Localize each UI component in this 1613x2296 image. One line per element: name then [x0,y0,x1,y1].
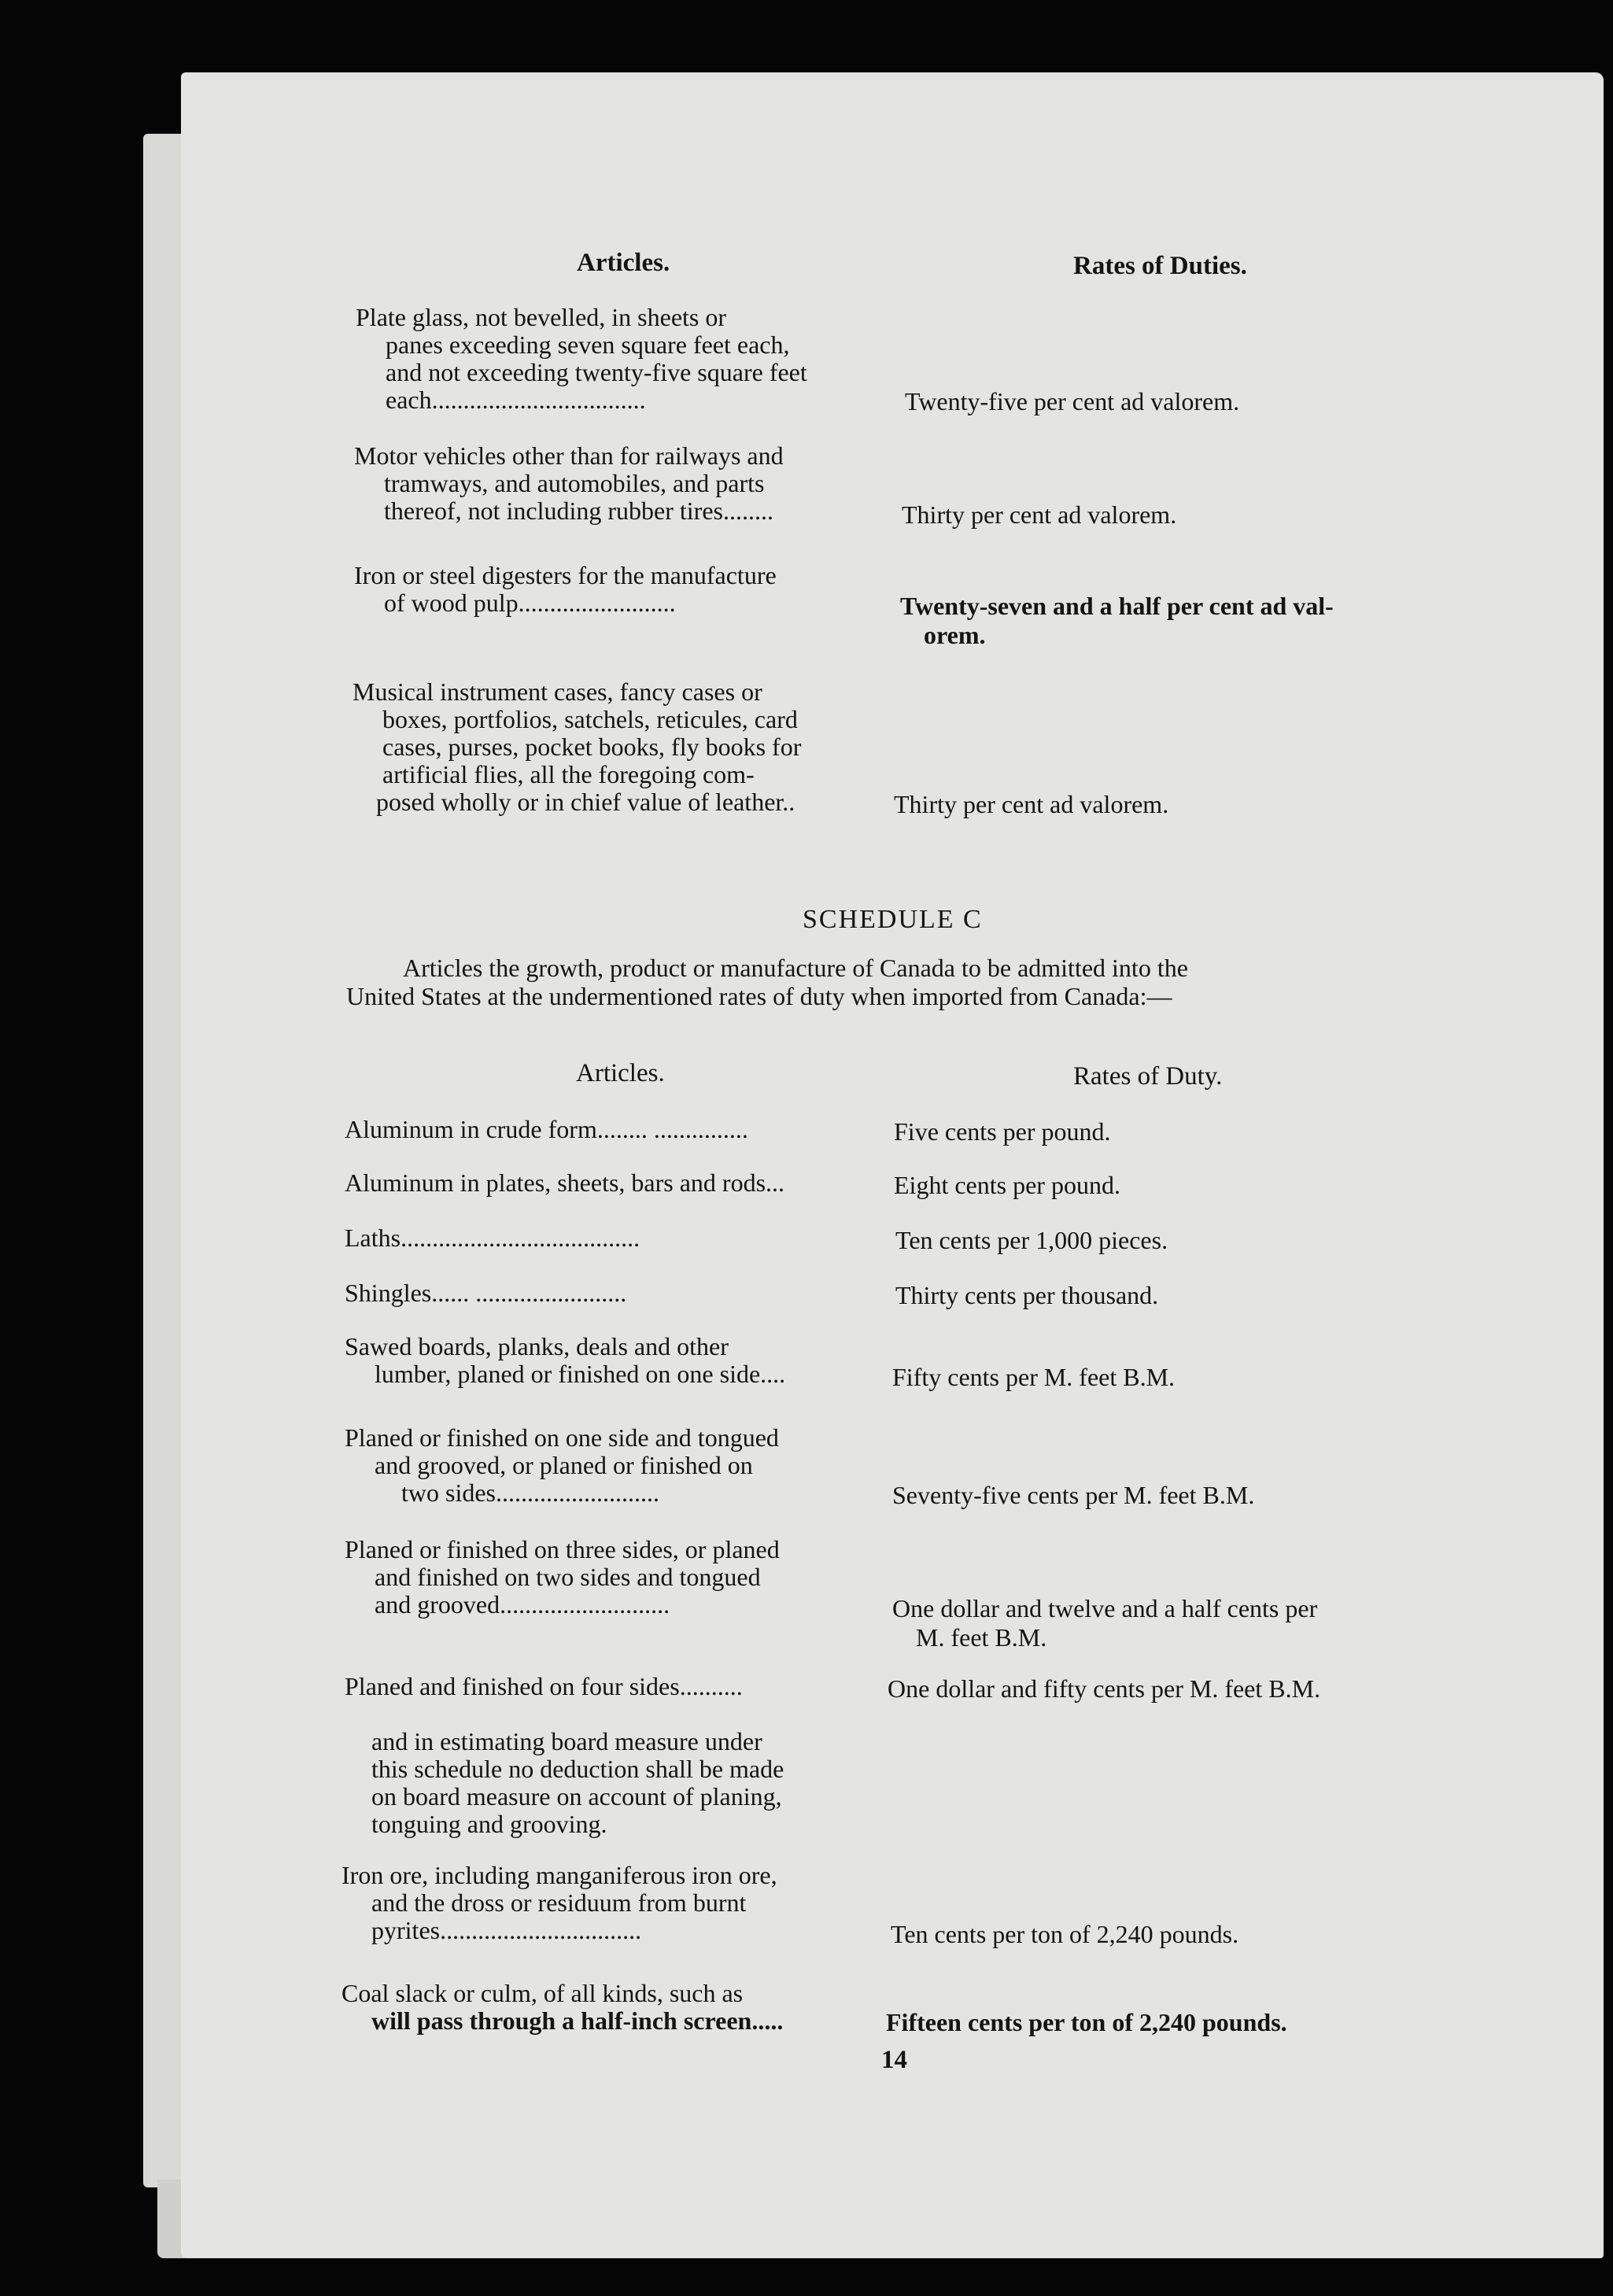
column-header-rates-c: Rates of Duty. [1073,1062,1223,1091]
rate-line: Thirty per cent ad valorem. [902,500,1177,529]
rate-line: Five cents per pound. [894,1117,1111,1146]
article-line: Coal slack or culm, of all kinds, such as [341,1979,744,2007]
article-line: on board measure on account of planing, [371,1782,782,1811]
article-line: Plate glass, not bevelled, in sheets or [356,303,727,331]
intro-line: Articles the growth, product or manufacture of Canada to be admitted into the [403,954,1188,982]
rate-aluminum-crude [894,1117,1111,1146]
entry-coal-slack [341,1980,892,2035]
article-line: tramways, and automobiles, and parts [384,469,765,497]
article-line: posed wholly or in chief value of leather.. [376,788,795,816]
rate-planed-four-sides [888,1674,1320,1704]
article-line: and in estimating board measure under [371,1727,762,1755]
entry-shingles [345,1279,895,1307]
article-line: this schedule no deduction shall be made [371,1755,784,1783]
rate-line: Eight cents per pound. [894,1171,1120,1199]
article-line: Aluminum in crude form........ ............... [345,1115,748,1143]
rate-shingles [895,1281,1158,1310]
rate-iron-ore [891,1920,1238,1949]
rate-planed-one-side-tongued [892,1481,1254,1510]
intro-line: United States at the undermentioned rates of duty when imported from Canada:— [346,982,1172,1010]
rate-sawed-boards [892,1363,1175,1392]
entry-planed-four-sides [345,1673,895,1700]
entry-aluminum-crude [345,1116,895,1143]
article-line: Planed or finished on three sides, or planed [345,1535,780,1563]
rate-line: Ten cents per ton of 2,240 pounds. [891,1920,1239,1948]
article-line: Planed and finished on four sides.......... [345,1672,743,1700]
rate-line: Twenty-seven and a half per cent ad val- [900,592,1334,620]
rate-line: Thirty per cent ad valorem. [894,790,1169,818]
rate-musical-instrument-cases [894,790,1168,819]
rate-plate-glass [905,387,1239,416]
column-header-articles: Articles. [577,249,670,277]
article-line: and grooved........................... [375,1590,670,1619]
article-line: two sides.......................... [401,1478,659,1507]
entry-plate-glass [356,304,906,414]
schedule-intro [346,954,1440,1010]
article-line: pyrites................................ [371,1916,642,1944]
rate-coal-slack [886,2008,1287,2037]
article-line: tonguing and grooving. [371,1810,607,1838]
rate-planed-three-sides [892,1594,1317,1652]
article-line: and the dross or residuum from burnt [371,1888,747,1917]
article-line: Musical instrument cases, fancy cases or [352,677,762,706]
rate-line: Fifteen cents per ton of 2,240 pounds. [886,2008,1287,2036]
article-line: and finished on two sides and tongued [375,1563,761,1591]
entry-laths [345,1224,895,1252]
article-line: lumber, planed or finished on one side.... [375,1360,786,1388]
rate-line: Twenty-five per cent ad valorem. [905,387,1240,415]
article-line: each.................................. [386,386,646,414]
rate-line: One dollar and fifty cents per M. feet B.M. [888,1674,1321,1703]
page-number: 14 [881,2046,907,2074]
article-line: Planed or finished on one side and tongued [345,1423,779,1452]
entry-planed-three-sides [345,1536,895,1619]
rate-aluminum-plates [894,1171,1120,1200]
article-line: of wood pulp......................... [384,589,676,617]
schedule-title: SCHEDULE C [803,905,983,934]
entry-musical-instrument-cases [352,678,903,816]
article-line: thereof, not including rubber tires........ [384,496,773,525]
article-line: cases, purses, pocket books, fly books for [382,733,802,761]
rate-line: One dollar and twelve and a half cents per [892,1594,1318,1622]
article-line: will pass through a half-inch screen..... [371,2006,784,2035]
article-line: Aluminum in plates, sheets, bars and rods... [345,1168,785,1197]
column-header-rates: Rates of Duties. [1073,252,1247,280]
article-line: Motor vehicles other than for railways and [354,441,784,470]
article-line: artificial flies, all the foregoing com- [382,760,755,788]
entry-sawed-boards [345,1333,895,1388]
article-line: and not exceeding twenty-five square feet [386,358,807,386]
article-line: boxes, portfolios, satchels, reticules, card [382,705,798,733]
article-line: and grooved, or planed or finished on [375,1451,753,1479]
article-line: Iron or steel digesters for the manufacture [354,561,777,589]
rate-laths [895,1226,1168,1255]
entry-iron-ore [341,1862,892,1944]
rate-motor-vehicles [902,500,1176,530]
article-line: Shingles...... ........................ [345,1279,627,1307]
entry-motor-vehicles [354,442,905,525]
entry-board-measure-note [371,1728,922,1838]
rate-line: Ten cents per 1,000 pieces. [895,1226,1168,1254]
column-header-articles-c: Articles. [576,1059,665,1087]
article-line: Iron ore, including manganiferous iron ore, [341,1861,777,1889]
rate-line: M. feet B.M. [916,1623,1047,1652]
article-line: Sawed boards, planks, deals and other [345,1332,729,1360]
entry-aluminum-plates [345,1169,895,1197]
rate-line: Thirty cents per thousand. [895,1281,1159,1309]
rate-line: Seventy-five cents per M. feet B.M. [892,1481,1255,1509]
rate-line: orem. [924,621,986,649]
rate-line: Fifty cents per M. feet B.M. [892,1363,1176,1391]
article-line: Laths...................................... [345,1224,640,1252]
entry-planed-one-side-tongued [345,1424,895,1507]
article-line: panes exceeding seven square feet each, [386,330,790,359]
rate-iron-steel-digesters [900,592,1334,650]
entry-iron-steel-digesters [354,562,905,617]
